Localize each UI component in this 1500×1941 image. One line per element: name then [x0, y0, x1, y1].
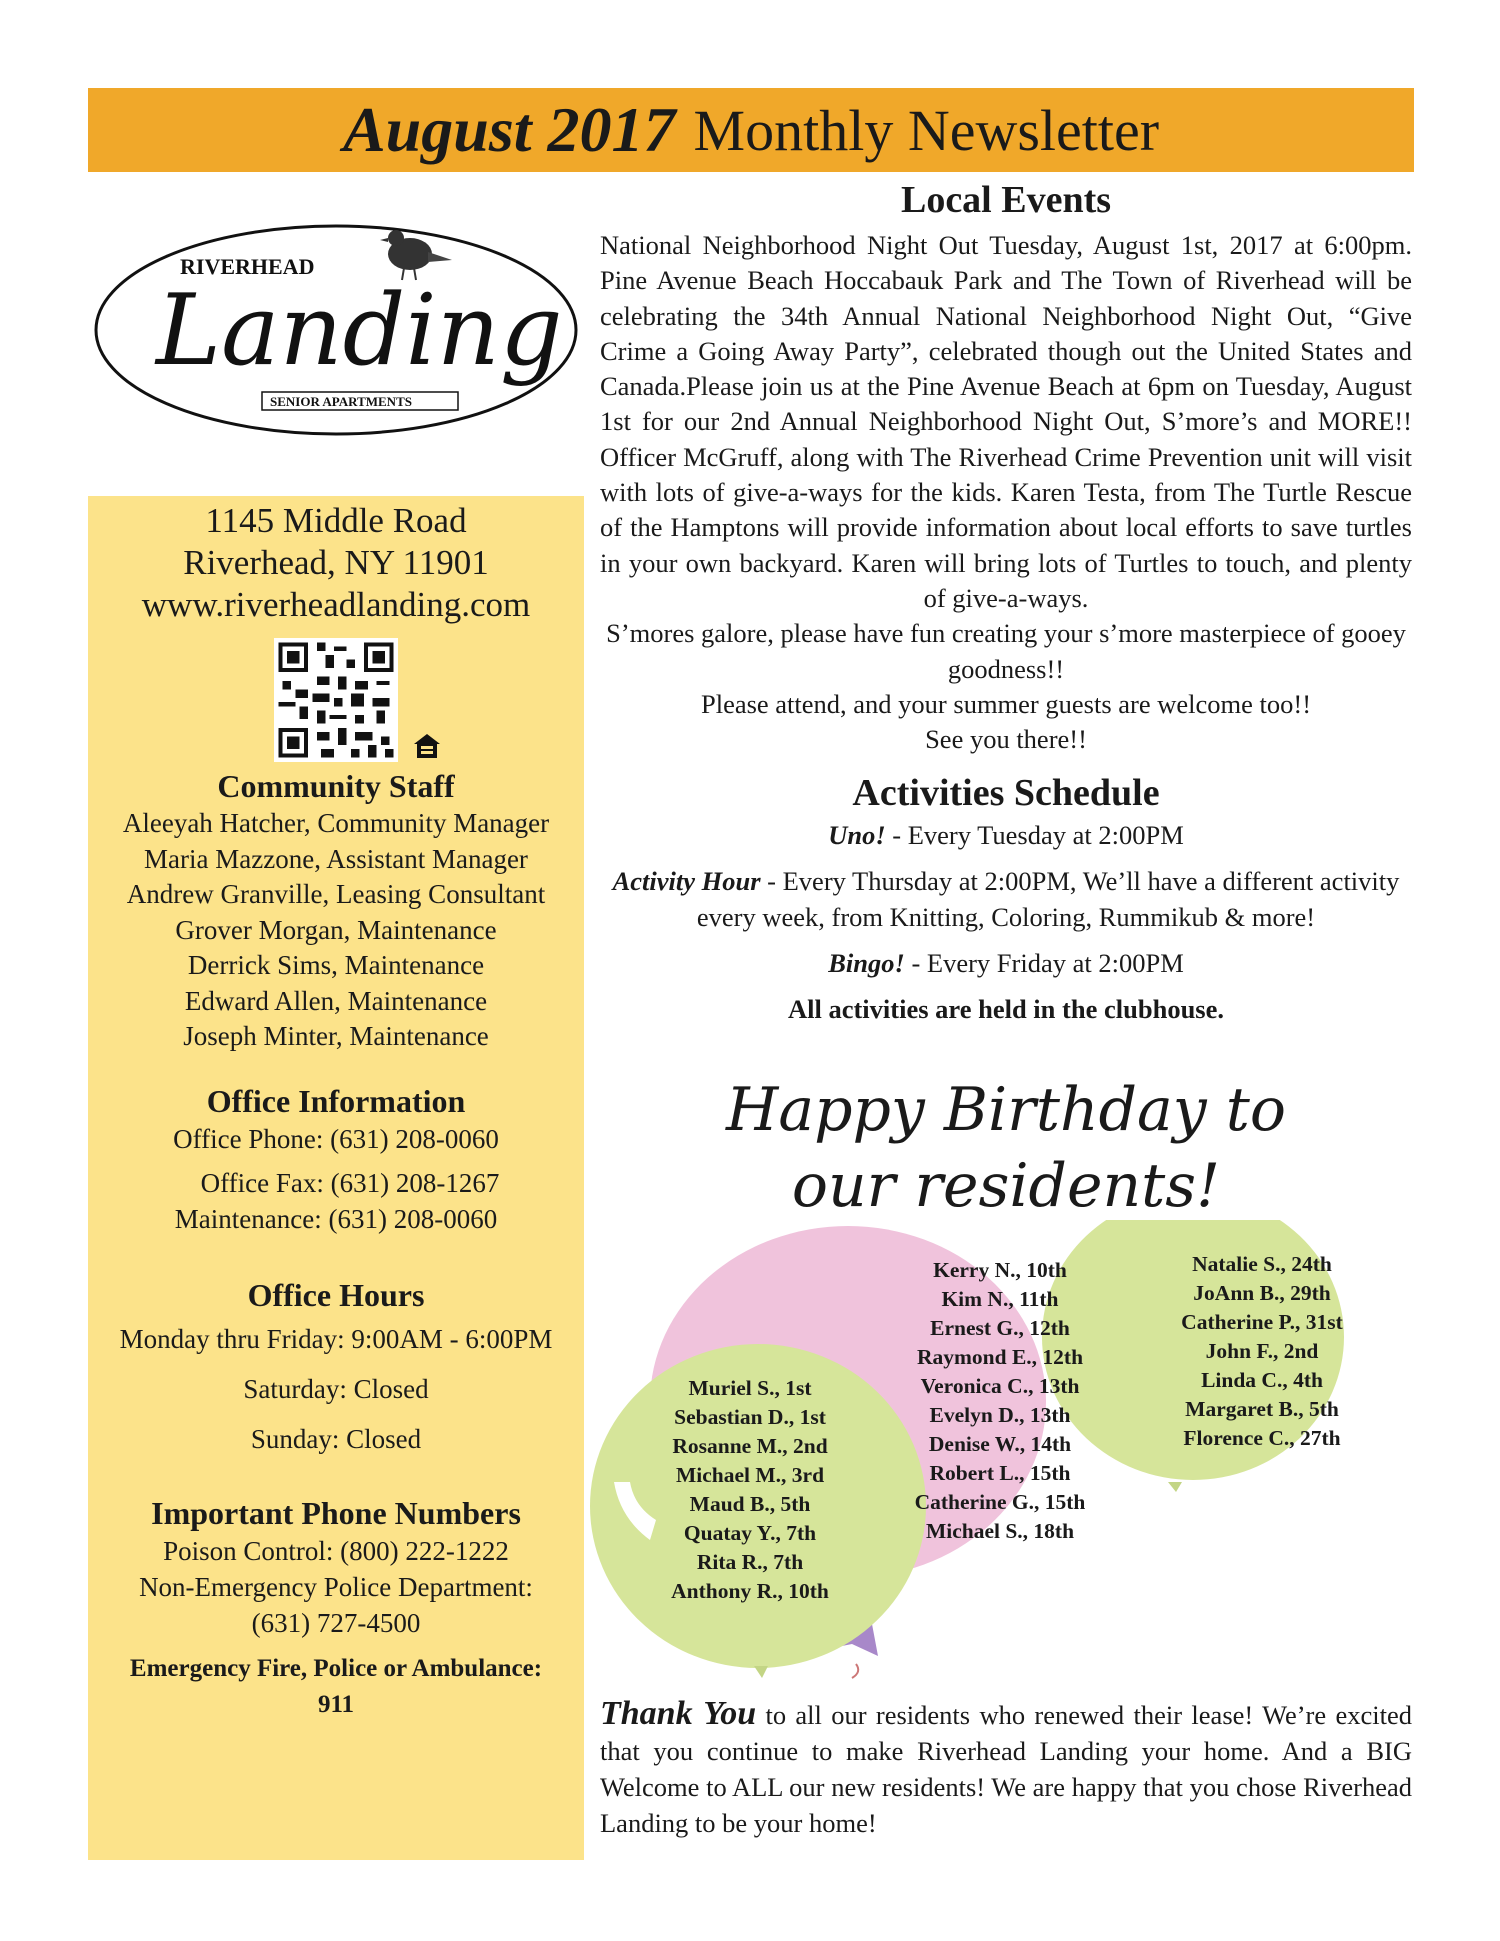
birthday-name: JoAnn B., 29th [1193, 1281, 1331, 1305]
hours-sunday: Sunday: Closed [250, 1423, 422, 1454]
birthday-name: Catherine G., 15th [914, 1490, 1086, 1514]
birthday-name: Muriel S., 1st [688, 1376, 812, 1400]
birthday-name: Maud B., 5th [689, 1492, 811, 1516]
birthday-title-line2: our residents! [791, 1151, 1221, 1221]
banner-title-month: August 2017 [342, 94, 676, 165]
logo-main-text: Landing [156, 274, 563, 388]
birthday-name: Ernest G., 12th [930, 1316, 1070, 1340]
activities-heading: Activities Schedule [852, 772, 1160, 815]
police-label: Non-Emergency Police Department: [139, 1571, 533, 1602]
address-block [88, 500, 584, 626]
local-events-body: National Neighborhood Night Out Tuesday, August 1st, 2017 at 6:00pm. Pine Avenue Beach Hoccabauk Park and The Town of Riverhead will be celebrating the 34th Annual National Neighborhood Night Out, “Give Crime a Going Away Party”, celebrated though out the United States and Canada.Please join us at the Pine Avenue Beach at 6pm on Tuesday, August 1st for our 2nd Annual Neighborhood Night Out, S’more’s and MORE!! Officer McGruff, along with The Riverhead Crime Prevention unit will visit with lots of give-a-ways for the kids. Karen Testa, from The Turtle Rescue of the Hamptons will provide information about local efforts to save turtles in your own backyard. Karen will bring lots of Turtles to touch, and plenty of give-a-ways. [600, 230, 1412, 613]
staff-member: Grover Morgan, Maintenance [175, 914, 497, 945]
activity-uno: Uno! - Every Tuesday at 2:00PM [828, 820, 1184, 851]
activity-bingo: Bingo! - Every Friday at 2:00PM [828, 948, 1184, 979]
riverhead-landing-logo [92, 212, 588, 448]
office-fax: Office Fax: (631) 208-1267 [200, 1167, 500, 1198]
address-street: 1145 Middle Road [205, 501, 467, 540]
thank-you-body: to all our residents who renewed their lease! We’re excited that you continue to make Riverhead Landing your home. And a BIG Welcome to ALL our new residents! We are happy that you chose Riverhead Landing to be your home! [600, 1700, 1412, 1838]
birthday-name: Kim N., 11th [941, 1287, 1059, 1311]
hours-heading: Office Hours [247, 1276, 425, 1313]
smores-line: S’mores galore, please have fun creating your s’more masterpiece of gooey goodness!! [606, 618, 1406, 684]
birthday-name: Natalie S., 24th [1192, 1252, 1332, 1276]
birthday-list-middle [900, 1256, 1100, 1546]
equal-housing-icon [412, 732, 442, 760]
birthday-name: Anthony R., 10th [671, 1579, 829, 1603]
staff-member: Andrew Granville, Leasing Consultant [126, 879, 546, 909]
birthday-name: Linda C., 4th [1201, 1368, 1323, 1392]
maintenance-phone: Maintenance: (631) 208-0060 [174, 1203, 498, 1234]
logo-bottom-text: SENIOR APARTMENTS [270, 394, 412, 409]
hours-saturday: Saturday: Closed [243, 1373, 429, 1404]
thank-you-lead: Thank You [600, 1695, 757, 1732]
birthday-name: John F., 2nd [1205, 1339, 1319, 1363]
thank-you-paragraph [600, 1696, 1412, 1841]
birthday-name: Catherine P., 31st [1181, 1310, 1343, 1334]
birthday-balloons [590, 1220, 1450, 1700]
attend-line: Please attend, and your summer guests are welcome too!! [700, 688, 1312, 719]
staff-member: Aleeyah Hatcher, Community Manager [122, 808, 550, 838]
poison-control: Poison Control: (800) 222-1222 [163, 1535, 509, 1566]
activities-note: All activities are held in the clubhouse. [787, 994, 1225, 1025]
birthday-name: Margaret B., 5th [1185, 1397, 1339, 1421]
office-phone: Office Phone: (631) 208-0060 [173, 1123, 499, 1154]
birthday-name: Florence C., 27th [1183, 1426, 1341, 1450]
staff-list [88, 806, 584, 1055]
staff-member: Joseph Minter, Maintenance [183, 1021, 489, 1051]
hours-weekday: Monday thru Friday: 9:00AM - 6:00PM [119, 1323, 553, 1354]
birthday-name: Kerry N., 10th [933, 1258, 1067, 1282]
birthday-name: Sebastian D., 1st [674, 1405, 826, 1429]
staff-member: Edward Allen, Maintenance [184, 985, 488, 1016]
birthday-name: Rita R., 7th [696, 1550, 804, 1574]
birthday-name: Robert L., 15th [929, 1461, 1071, 1485]
emergency-number: 911 [317, 1690, 355, 1718]
see-you-line: See you there!! [925, 724, 1087, 755]
staff-member: Derrick Sims, Maintenance [187, 950, 485, 980]
activity-hour: Activity Hour - Every Thursday at 2:00PM, We’ll have a different activity every week, from Knitting, Coloring, Rummikub & more! [612, 866, 1400, 933]
website-link[interactable]: www.riverheadlanding.com [141, 585, 531, 624]
main-column [600, 178, 1412, 1027]
police-number: (631) 727-4500 [251, 1607, 421, 1638]
address-city: Riverhead, NY 11901 [183, 543, 489, 582]
emergency-label: Emergency Fire, Police or Ambulance: [129, 1654, 543, 1682]
birthday-list-left [650, 1374, 850, 1606]
banner-title-rest: Monthly Newsletter [693, 97, 1160, 163]
office-heading: Office Information [206, 1082, 466, 1119]
birthday-name: Veronica C., 13th [920, 1374, 1080, 1398]
staff-heading: Community Staff [217, 768, 455, 804]
sidebar [88, 496, 584, 1860]
phones-heading: Important Phone Numbers [151, 1494, 521, 1531]
birthday-name: Michael S., 18th [925, 1519, 1075, 1543]
staff-member: Maria Mazzone, Assistant Manager [144, 843, 528, 874]
newsletter-banner [88, 88, 1414, 172]
birthday-name: Raymond E., 12th [916, 1345, 1084, 1369]
birthday-name: Rosanne M., 2nd [672, 1434, 828, 1458]
local-events-heading: Local Events [900, 179, 1112, 221]
birthday-name: Denise W., 14th [928, 1432, 1072, 1456]
birthday-list-right [1162, 1250, 1362, 1453]
birthday-name: Quatay Y., 7th [683, 1521, 817, 1545]
birthday-title-line1: Happy Birthday to [726, 1075, 1286, 1145]
logo-top-text: RIVERHEAD [180, 254, 315, 279]
birthday-name: Evelyn D., 13th [929, 1403, 1071, 1427]
birthday-title [600, 1072, 1412, 1224]
qr-code[interactable] [274, 638, 398, 762]
birthday-name: Michael M., 3rd [675, 1463, 825, 1487]
